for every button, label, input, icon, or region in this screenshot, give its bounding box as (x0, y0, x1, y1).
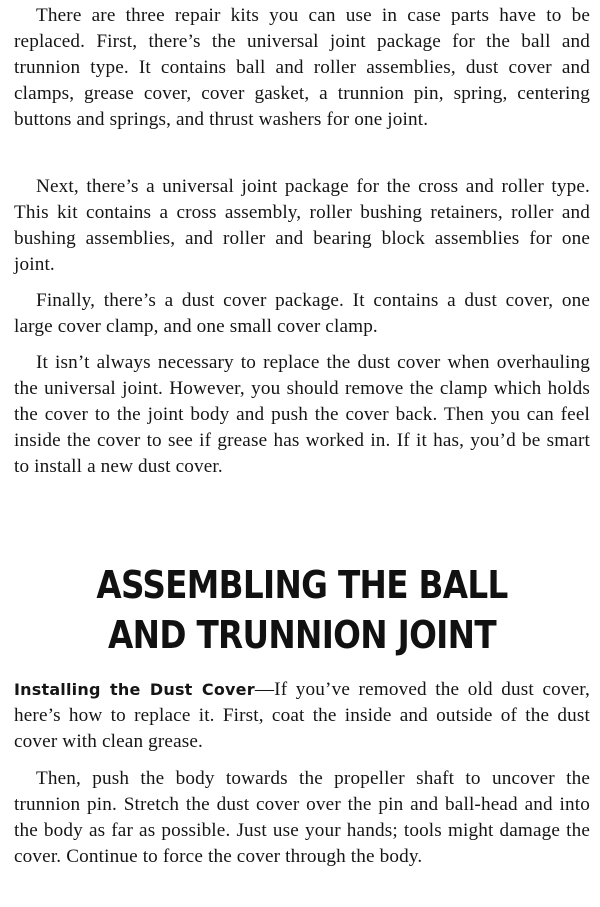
section-title-line-2: AND TRUNNION JOINT (108, 613, 496, 657)
run-in-heading: Installing the Dust Cover (14, 680, 255, 699)
section-title (54, 560, 549, 660)
dust-cover-inspection-paragraph: It isn’t always necessary to replace the dust cover when overhauling the universal joint. However, you should remove the clamp which holds the cover to the joint body and push the cover back. Then you can feel inside the cover to see if grease has worked in. If it has, you’d be smart to install a new dust cover. (14, 352, 590, 477)
repair-kits-paragraph: There are three repair kits you can use in case parts have to be replaced. First, there’s the universal joint package for the ball and trunnion type. It contains ball and roller assemblies, dust cover and clamps, grease cover, cover gasket, a trunnion pin, spring, centering buttons and springs, and thrust washers for one joint. (14, 5, 590, 130)
document-page (14, 0, 590, 907)
installing-dust-cover-text: —If you’ve removed the old dust cover, here’s how to replace it. First, coat the inside and outside of the dust cover with clean grease. (14, 679, 590, 752)
trunnion-pin-paragraph: Then, push the body towards the propeller shaft to uncover the trunnion pin. Stretch the dust cover over the pin and ball-head and into the body as far as possible. Just use your hands; tools might damage the cover. Continue to force the cover through the body. (14, 768, 590, 867)
section-title-line-1: ASSEMBLING THE BALL (96, 563, 508, 607)
installing-dust-cover-paragraph (14, 677, 590, 755)
cross-roller-kit-paragraph: Next, there’s a universal joint package for the cross and roller type. This kit contains a cross assembly, roller bushing retainers, roller and bushing assemblies, and roller and bearing block assemblies for one joint. (14, 176, 590, 275)
dust-cover-package-paragraph: Finally, there’s a dust cover package. It contains a dust cover, one large cover clamp, and one small cover clamp. (14, 290, 590, 337)
